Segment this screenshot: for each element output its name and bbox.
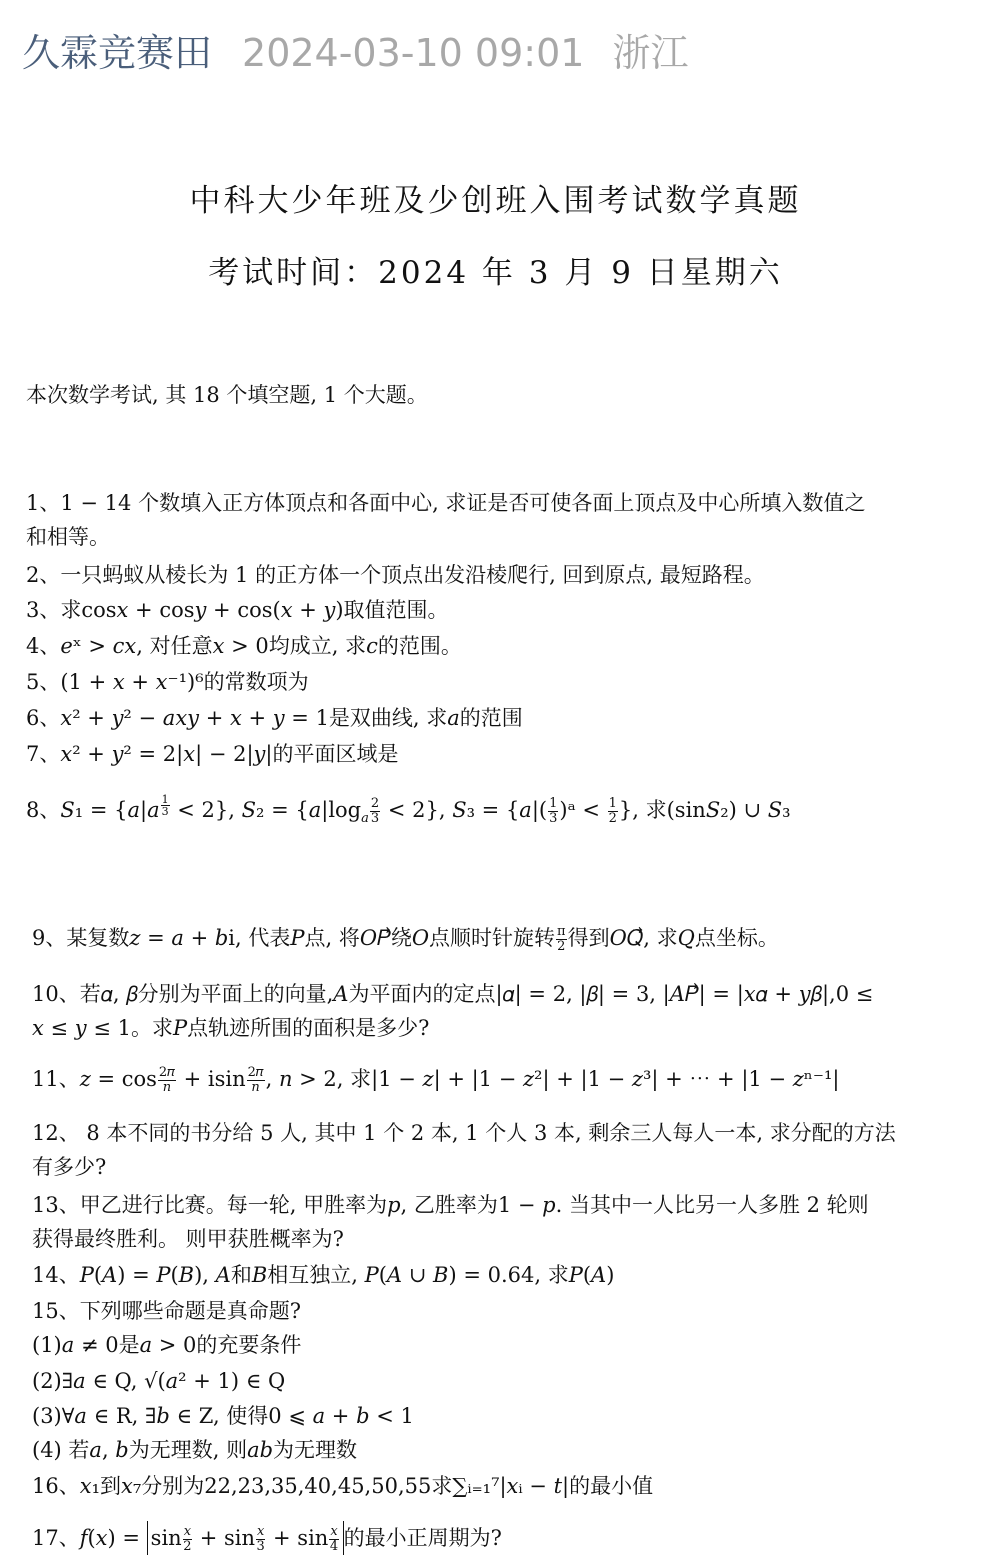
q11-two-pi-n-1: $\frac{\text{2𝜋}}{\text{𝑛}}$: [158, 1065, 175, 1095]
q17-x-over-2: $\frac{\text{𝑥}}{2}$: [183, 1524, 192, 1554]
question-12-line-1: 12、 8 本不同的书分给 5 人, 其中 1 个 2 本, 1 个人 3 本, 剩余三人每人一本, 求分配的方法: [32, 1121, 896, 1145]
post-datetime: 2024-03-10 09:01: [242, 31, 585, 75]
q8-log-base: 𝑎: [361, 811, 369, 827]
q8-part-b: < 2}, 𝑆₂ = {𝑎|log: [170, 798, 362, 822]
q17-part-a: 17、𝑓(𝑥) =: [32, 1526, 147, 1550]
question-13-line-1: 13、甲乙进行比赛。每一轮, 甲胜率为𝑝, 乙胜率为1 − 𝑝. 当其中一人比另一人多胜 2 轮则: [32, 1193, 869, 1217]
question-14: 14、𝑃(𝐴) = 𝑃(𝐵), 𝐴和𝐵相互独立, 𝑃(𝐴 ∪ 𝐵) = 0.64, 求𝑃(𝐴): [32, 1263, 615, 1287]
q11-two-pi-n-2: $\frac{\text{2𝜋}}{\text{𝑛}}$: [247, 1065, 264, 1095]
question-3: 3、求cos𝑥 + cos𝑦 + cos(𝑥 + 𝑦)取值范围。: [26, 598, 449, 622]
q8-one-third: $\frac{1}{3}$: [549, 796, 558, 826]
q8-one-half: $\frac{1}{2}$: [608, 796, 617, 826]
document-title: 中科大少年班及少创班入围考试数学真题: [189, 183, 802, 219]
question-15-option-2: (2)∃𝑎 ∈ Q, √(𝑎² + 1) ∈ Q: [32, 1369, 286, 1393]
post-location: 浙江: [612, 31, 689, 75]
question-9: [32, 922, 779, 954]
question-6: 6、𝑥² + 𝑦² − 𝑎𝑥𝑦 + 𝑥 + 𝑦 = 1是双曲线, 求𝑎的范围: [26, 706, 523, 730]
question-15-option-1: (1)𝑎 ≠ 0是𝑎 > 0的充要条件: [32, 1333, 302, 1357]
question-12-line-2: 有多少?: [32, 1155, 107, 1179]
question-17: [32, 1521, 502, 1555]
q9-part-a: 9、某复数𝑧 = 𝑎 + 𝑏i, 代表𝑃点, 将𝑂𝑃⃗绕𝑂点顺时针旋转: [32, 926, 556, 950]
post-header: [22, 28, 688, 78]
q9-part-b: 得到𝑂𝑄⃗, 求𝑄点坐标。: [567, 926, 779, 950]
q11-part-b: + isin: [176, 1067, 246, 1091]
author-name[interactable]: 久霖竞赛田: [22, 31, 213, 75]
exam-time: 考试时间：2024 年 3 月 9 日星期六: [208, 255, 783, 291]
question-15: 15、下列哪些命题是真命题?: [32, 1299, 301, 1323]
question-1-line-1: 1、1 − 14 个数填入正方体顶点和各面中心, 求证是否可使各面上顶点及中心所填入数值之: [26, 491, 866, 515]
q17-x-over-4: $\frac{\text{𝑥}}{4}$: [329, 1524, 339, 1554]
q8-part-c: < 2}, 𝑆₃ = {𝑎|(: [381, 798, 548, 822]
q17-absolute-value: sin $\frac{\text{𝑥}}{2}$ + sin $\frac{\text{𝑥}}{3}$ + sin $\frac{\text{𝑥}}{4}$: [147, 1521, 344, 1555]
q8-exponent-fraction: 1 3: [161, 793, 169, 818]
question-2: 2、一只蚂蚁从棱长为 1 的正方体一个顶点出发沿棱爬行, 回到原点, 最短路程。: [26, 563, 765, 587]
intro-text: 本次数学考试, 其 18 个填空题, 1 个大题。: [26, 383, 428, 407]
question-16: 16、𝑥₁到𝑥₇分别为22,23,35,40,45,50,55求∑ᵢ₌₁⁷|𝑥ᵢ − 𝑡|的最小值: [32, 1474, 654, 1498]
question-1-line-2: 和相等。: [26, 525, 110, 549]
question-10-line-2: 𝑥 ≤ 𝑦 ≤ 1。求𝑃点轨迹所围的面积是多少?: [32, 1016, 430, 1040]
q8-part-d: )ᵃ <: [559, 798, 607, 822]
q17-x-over-3: $\frac{\text{𝑥}}{3}$: [256, 1524, 265, 1554]
q9-pi-half: $\frac{\pi}{2}$: [557, 924, 566, 954]
question-15-option-4: (4) 若𝑎, 𝑏为无理数, 则𝑎𝑏为无理数: [32, 1438, 358, 1462]
question-8: [26, 790, 791, 835]
question-5: 5、(1 + 𝑥 + 𝑥⁻¹)⁶的常数项为: [26, 670, 309, 694]
q11-part-c: , 𝑛 > 2, 求|1 − 𝑧| + |1 − 𝑧²| + |1 − 𝑧³| + ⋯ + |1 − 𝑧ⁿ⁻¹|: [265, 1067, 840, 1091]
question-4: 4、𝑒ˣ > 𝑐𝑥, 对任意𝑥 > 0均成立, 求𝑐的范围。: [26, 634, 462, 658]
q8-part-a: 8、𝑆₁ = {𝑎|𝑎: [26, 798, 160, 822]
question-7: 7、𝑥² + 𝑦² = 2|𝑥| − 2|𝑦|的平面区域是: [26, 742, 399, 766]
q17-part-e: 的最小正周期为?: [343, 1526, 502, 1550]
q8-part-e: }, 求(sin𝑆₂) ∪ 𝑆₃: [618, 798, 791, 822]
q11-part-a: 11、𝑧 = cos: [32, 1067, 157, 1091]
q8-two-thirds: $\frac{2}{3}$: [370, 796, 380, 826]
question-11: [32, 1063, 839, 1095]
question-15-option-3: (3)∀𝑎 ∈ R, ∃𝑏 ∈ Z, 使得0 ⩽ 𝑎 + 𝑏 < 1: [32, 1404, 414, 1428]
question-13-line-2: 获得最终胜利。 则甲获胜概率为?: [32, 1227, 344, 1251]
question-10-line-1: 10、若𝛼, 𝛽分别为平面上的向量,𝐴为平面内的定点|𝛼| = 2, |𝛽| = 3, |𝐴𝑃⃗| = |𝑥𝛼 + 𝑦𝛽|,0 ≤: [32, 982, 874, 1006]
